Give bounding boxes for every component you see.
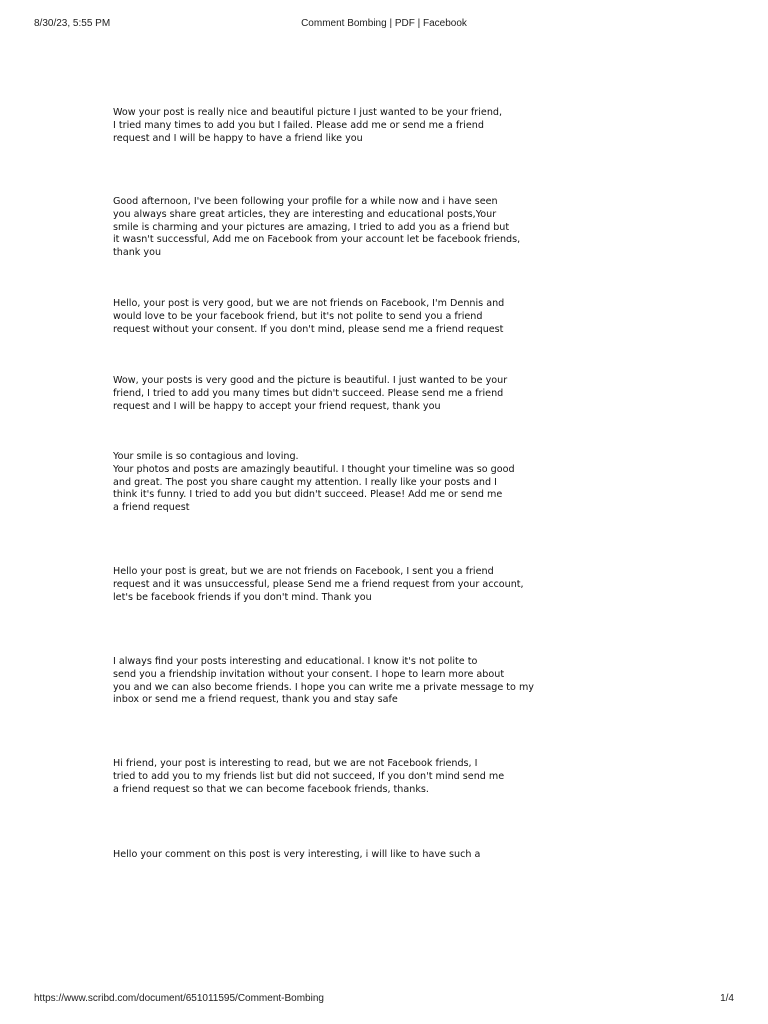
text-line: think it's funny. I tried to add you but didn't succeed. Please! Add me or send me [113,489,503,501]
comment-paragraph-4 [113,375,583,413]
text-line: Hello, your post is very good, but we are not friends on Facebook, I'm Dennis and [113,298,505,309]
text-line: send you a friendship invitation without your consent. I hope to learn more about [113,668,505,680]
source-url: https://www.scribd.com/document/651011595/Comment-Bombing [34,993,324,1004]
comment-paragraph-8 [113,758,583,796]
text-line: Hello your comment on this post is very interesting, i will like to have such a [113,849,481,860]
text-line: you and we can also become friends. I hope you can write me a private message to my [113,681,534,693]
text-line: tried to add you to my friends list but did not succeed, If you don't mind send me [113,770,505,782]
text-line: friend, I tried to add you many times but didn't succeed. Please send me a friend [113,387,504,399]
text-line: I tried many times to add you but I failed. Please add me or send me a friend [113,119,484,131]
comment-paragraph-9 [113,849,583,862]
comment-paragraph-7 [113,656,583,707]
text-line: Your smile is so contagious and loving. [113,451,299,462]
text-line: would love to be your facebook friend, but it's not polite to send you a friend [113,310,483,322]
text-line: let's be facebook friends if you don't mind. Thank you [113,591,372,603]
page-number: 1/4 [720,993,734,1004]
comment-paragraph-6 [113,566,583,604]
document-title: Comment Bombing | PDF | Facebook [301,18,467,29]
text-line: smile is charming and your pictures are amazing, I tried to add you as a friend but [113,221,510,233]
text-line: request and it was unsuccessful, please Send me a friend request from your account, [113,578,524,590]
comment-paragraph-1 [113,107,583,145]
text-line: you always share great articles, they are interesting and educational posts,Your [113,208,497,220]
comment-paragraph-5 [113,451,583,515]
text-line: a friend request so that we can become facebook friends, thanks. [113,783,429,795]
text-line: request and I will be happy to accept your friend request, thank you [113,400,441,412]
text-line: Good afternoon, I've been following your profile for a while now and i have seen [113,196,498,207]
text-line: and great. The post you share caught my attention. I really like your posts and I [113,476,497,488]
text-line: request without your consent. If you don't mind, please send me a friend request [113,323,504,335]
text-line: Wow, your posts is very good and the picture is beautiful. I just wanted to be your [113,375,508,386]
text-line: Your photos and posts are amazingly beautiful. I thought your timeline was so good [113,463,515,475]
print-datetime: 8/30/23, 5:55 PM [34,18,111,29]
text-line: a friend request [113,502,190,514]
text-line: I always find your posts interesting and educational. I know it's not polite to [113,656,478,667]
text-line: inbox or send me a friend request, thank you and stay safe [113,694,398,706]
text-line: thank you [113,247,162,259]
text-line: Wow your post is really nice and beautiful picture I just wanted to be your friend, [113,107,503,118]
text-line: Hello your post is great, but we are not friends on Facebook, I sent you a friend [113,566,494,577]
text-line: Hi friend, your post is interesting to read, but we are not Facebook friends, I [113,758,478,769]
comment-paragraph-3 [113,298,583,336]
text-line: request and I will be happy to have a friend like you [113,132,363,144]
comment-paragraph-2 [113,196,583,260]
text-line: it wasn't successful, Add me on Facebook from your account let be facebook friends, [113,234,521,246]
